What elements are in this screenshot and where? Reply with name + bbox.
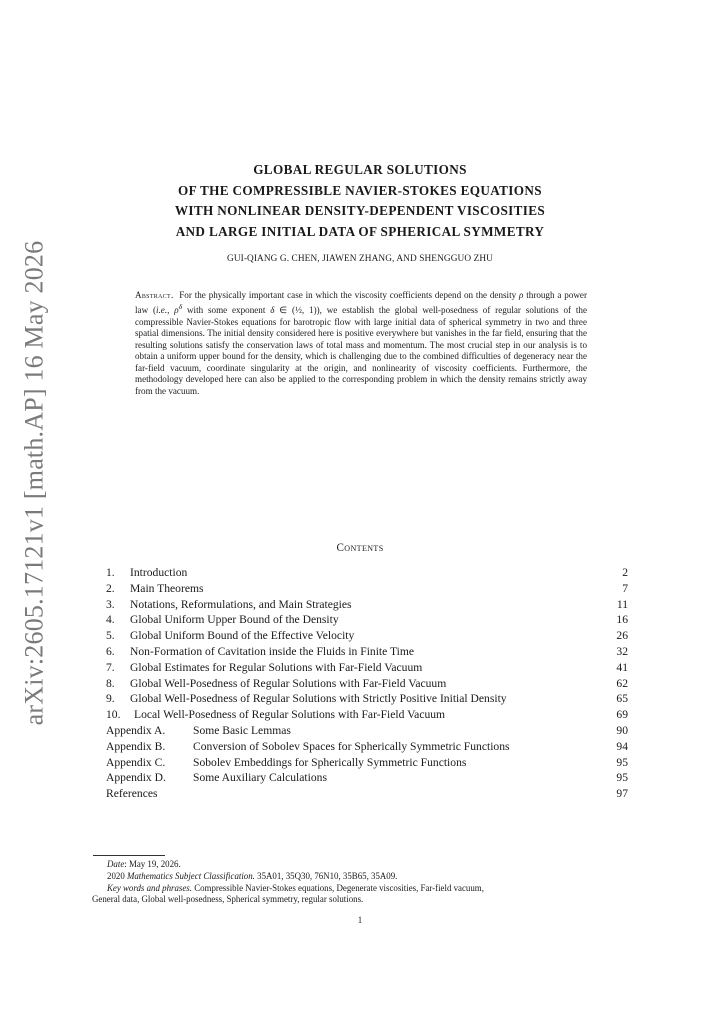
keywords-value-1: Compressible Navier-Stokes equations, Degenerate viscosities, Far-field vacuum, [191, 882, 484, 893]
toc-item-introduction[interactable] [106, 566, 628, 582]
toc-title: Non-Formation of Cavitation inside the Fluids in Finite Time [130, 644, 415, 658]
keywords-label: Key words and phrases. [107, 882, 192, 893]
toc-number: 5. [106, 629, 115, 643]
date-value: : May 19, 2026. [124, 859, 181, 869]
toc-item-appendix-b[interactable] [106, 740, 628, 756]
toc-page: 62 [616, 676, 628, 690]
date-label: Date [107, 859, 125, 869]
toc-title: References [106, 787, 158, 801]
msc-label: Mathematics Subject Classification. [126, 870, 255, 881]
toc-page: 95 [616, 771, 628, 785]
toc-item-cavitation[interactable] [106, 645, 628, 661]
abstract-rho-delta: ρ [174, 305, 179, 316]
msc-prefix: 2020 [107, 870, 127, 881]
abstract [135, 290, 587, 397]
title-line-3: WITH NONLINEAR DENSITY-DEPENDENT VISCOSITIES [174, 203, 546, 218]
toc-title: Some Auxiliary Calculations [193, 771, 327, 785]
toc-title: Global Well-Posedness of Regular Solutions with Far-Field Vacuum [130, 676, 447, 690]
toc-item-main-theorems[interactable] [106, 582, 628, 598]
abstract-text-4: , 1)), we establish the global well-posedness of regular solutions of the compressible Navier-Stokes equations for barotropic flow with large initial data of spherical symmetry in two and three spatial dimensions. The initial density considered here is positive everywhere but vanishes in the far field, ensuring that the resulting solutions satisfy the conservation laws of total mass and momentum. The most crucial step in our analysis is to obtain a uniform upper bound for the density, which is challenging due to the combined difficulties of degeneracy near the far-field vacuum, coordinate singularity at the origin, and nonlinearity of viscosity coefficients. Furthermore, the methodology developed here can also be applied to the corresponding problem in which the density remains strictly away from the vacuum. [135, 305, 587, 396]
toc-number: 8. [106, 676, 115, 690]
toc-title: Global Uniform Upper Bound of the Density [130, 613, 339, 627]
toc-item-global-well-posedness-positive[interactable] [106, 692, 628, 708]
toc-item-density-bound[interactable] [106, 613, 628, 629]
toc-title: Introduction [130, 566, 188, 579]
table-of-contents [106, 566, 628, 803]
toc-page: 11 [616, 597, 628, 611]
page-number: 1 [357, 915, 363, 925]
toc-page: 94 [616, 739, 628, 753]
footnote-keywords [92, 883, 632, 895]
toc-item-local-well-posedness[interactable] [106, 708, 628, 724]
toc-item-appendix-c[interactable] [106, 756, 628, 772]
toc-page: 2 [622, 566, 628, 579]
toc-page: 69 [616, 708, 628, 722]
footnote-keywords-cont: General data, Global well-posedness, Spherical symmetry, regular solutions. [92, 894, 364, 905]
contents-heading: Contents [336, 542, 384, 554]
toc-page: 26 [616, 629, 628, 643]
toc-page: 90 [616, 723, 628, 737]
toc-number: 2. [106, 581, 115, 595]
toc-title: Global Estimates for Regular Solutions with Far-Field Vacuum [130, 660, 423, 674]
toc-appendix-label: Appendix C. [106, 755, 166, 769]
toc-item-notations[interactable] [106, 598, 628, 614]
toc-appendix-label: Appendix A. [106, 723, 166, 737]
toc-title: Global Uniform Bound of the Effective Velocity [130, 629, 355, 643]
toc-page: 7 [622, 581, 628, 595]
abstract-text-3: with some exponent [182, 305, 271, 316]
paper-authors: GUI-QIANG G. CHEN, JIAWEN ZHANG, AND SHENGGUO ZHU [227, 254, 493, 264]
arxiv-identifier-text: arXiv:2605.17121v1 [math.AP] 16 May 2026 [19, 240, 48, 725]
arxiv-identifier-sidebar [14, 240, 54, 725]
toc-title: Local Well-Posedness of Regular Solutions with Far-Field Vacuum [134, 708, 446, 722]
toc-item-global-estimates[interactable] [106, 661, 628, 677]
toc-page: 16 [616, 613, 628, 627]
toc-page: 95 [616, 755, 628, 769]
toc-number: 9. [106, 692, 115, 706]
toc-number: 4. [106, 613, 115, 627]
toc-title: Main Theorems [130, 581, 204, 595]
toc-page: 65 [616, 692, 628, 706]
footnote-rule [93, 855, 165, 856]
toc-appendix-label: Appendix D. [106, 771, 166, 785]
toc-number: 1. [106, 566, 115, 579]
paper-title [110, 160, 610, 242]
toc-number: 7. [106, 660, 115, 674]
toc-title: Notations, Reformulations, and Main Strategies [130, 597, 352, 611]
toc-page: 32 [616, 644, 628, 658]
abstract-interval: ∈ ( [274, 305, 296, 316]
title-line-2: OF THE COMPRESSIBLE NAVIER-STOKES EQUATIONS [178, 182, 542, 198]
toc-item-appendix-a[interactable] [106, 724, 628, 740]
toc-appendix-label: Appendix B. [106, 739, 166, 753]
abstract-half: ½ [295, 305, 302, 316]
toc-title: Some Basic Lemmas [193, 723, 291, 737]
toc-number: 10. [106, 708, 121, 722]
toc-item-effective-velocity[interactable] [106, 629, 628, 645]
abstract-rho: ρ [519, 290, 524, 300]
abstract-delta: δ [270, 305, 275, 316]
footnote-msc [92, 871, 632, 883]
abstract-delta-exponent: δ [178, 302, 183, 312]
toc-item-appendix-d[interactable] [106, 771, 628, 787]
abstract-label: Abstract. [135, 290, 174, 300]
msc-value: 35A01, 35Q30, 76N10, 35B65, 35A09. [254, 870, 398, 881]
toc-page: 97 [616, 787, 628, 801]
toc-page: 41 [616, 660, 628, 674]
toc-number: 3. [106, 597, 115, 611]
abstract-text-1: For the physically important case in which the viscosity coefficients depend on the density [179, 290, 520, 300]
toc-title: Conversion of Sobolev Spaces for Spherically Symmetric Functions [193, 739, 510, 753]
footnote-date [92, 859, 632, 871]
toc-item-references[interactable] [106, 787, 628, 803]
footnotes [92, 859, 632, 906]
abstract-text-2: through a power law ( [135, 290, 587, 316]
toc-title: Global Well-Posedness of Regular Solutions with Strictly Positive Initial Density [130, 692, 507, 706]
title-line-1: GLOBAL REGULAR SOLUTIONS [253, 162, 467, 177]
abstract-ie: i.e., [156, 305, 170, 316]
toc-item-global-well-posedness-vacuum[interactable] [106, 677, 628, 693]
title-line-4: AND LARGE INITIAL DATA OF SPHERICAL SYMMETRY [175, 223, 545, 239]
toc-number: 6. [106, 644, 115, 658]
toc-title: Sobolev Embeddings for Spherically Symmetric Functions [193, 755, 467, 769]
